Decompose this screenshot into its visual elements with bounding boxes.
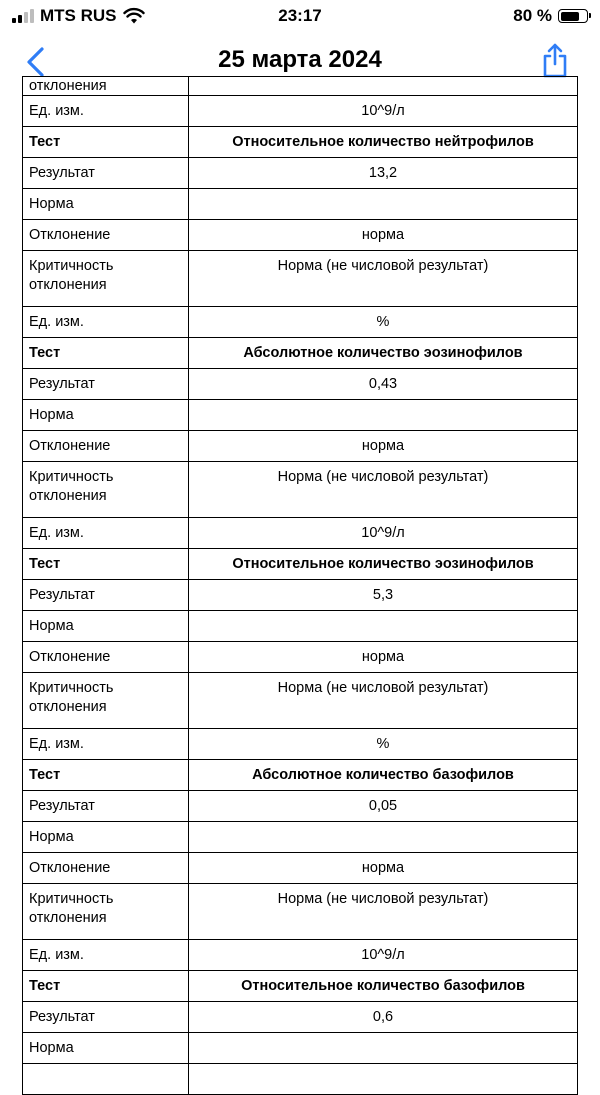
row-value: Норма (не числовой результат)	[189, 251, 578, 307]
table-row	[23, 673, 578, 729]
row-label: Норма	[23, 400, 189, 431]
test-header-row	[23, 338, 578, 369]
row-label: Тест	[23, 760, 189, 791]
row-value: Норма (не числовой результат)	[189, 884, 578, 940]
row-label: Тест	[23, 127, 189, 158]
row-label: Результат	[23, 369, 189, 400]
page-title: 25 марта 2024	[218, 46, 382, 73]
row-label: Отклонение	[23, 853, 189, 884]
row-label	[23, 1064, 189, 1095]
row-label: Норма	[23, 1033, 189, 1064]
table-row	[23, 853, 578, 884]
row-value	[189, 400, 578, 431]
row-label: Критичность отклонения	[23, 251, 189, 307]
row-label: Ед. изм.	[23, 940, 189, 971]
row-label: Критичность отклонения	[23, 884, 189, 940]
table-row	[23, 96, 578, 127]
row-value: %	[189, 729, 578, 760]
row-label: Отклонение	[23, 220, 189, 251]
row-value	[189, 77, 578, 96]
row-label: Тест	[23, 971, 189, 1002]
table-row	[23, 1002, 578, 1033]
carrier-name: MTS RUS	[40, 6, 117, 25]
row-value: %	[189, 307, 578, 338]
row-value	[189, 189, 578, 220]
table-row-partial	[23, 77, 578, 96]
row-value: 10^9/л	[189, 518, 578, 549]
clock: 23:17	[278, 6, 322, 25]
row-label: Норма	[23, 611, 189, 642]
test-header-row	[23, 971, 578, 1002]
row-value: Относительное количество нейтрофилов	[189, 127, 578, 158]
row-label: Критичность отклонения	[23, 673, 189, 729]
row-value	[189, 1033, 578, 1064]
table-row	[23, 158, 578, 189]
table-row	[23, 642, 578, 673]
row-value: Абсолютное количество базофилов	[189, 760, 578, 791]
row-label: Ед. изм.	[23, 307, 189, 338]
row-label: Тест	[23, 338, 189, 369]
row-value: Норма (не числовой результат)	[189, 673, 578, 729]
table-row	[23, 791, 578, 822]
battery-info	[513, 6, 588, 26]
row-label: Ед. изм.	[23, 729, 189, 760]
row-value	[189, 611, 578, 642]
row-value: 13,2	[189, 158, 578, 189]
test-header-row	[23, 549, 578, 580]
row-label: Отклонение	[23, 642, 189, 673]
row-label: Норма	[23, 189, 189, 220]
battery-icon	[558, 9, 588, 23]
row-label: Результат	[23, 1002, 189, 1033]
row-value: 10^9/л	[189, 96, 578, 127]
table-row	[23, 220, 578, 251]
row-value: норма	[189, 642, 578, 673]
row-value: Относительное количество эозинофилов	[189, 549, 578, 580]
table-row	[23, 251, 578, 307]
row-label: Ед. изм.	[23, 96, 189, 127]
table-row	[23, 431, 578, 462]
row-value: Норма (не числовой результат)	[189, 462, 578, 518]
table-row	[23, 611, 578, 642]
table-row	[23, 400, 578, 431]
table-row	[23, 822, 578, 853]
test-header-row	[23, 127, 578, 158]
table-row	[23, 369, 578, 400]
results-table-container[interactable]	[22, 78, 578, 1066]
row-label: Результат	[23, 580, 189, 611]
table-row	[23, 462, 578, 518]
table-row	[23, 884, 578, 940]
row-value: 0,43	[189, 369, 578, 400]
table-row	[23, 189, 578, 220]
row-value: Абсолютное количество эозинофилов	[189, 338, 578, 369]
row-label: Отклонение	[23, 431, 189, 462]
table-row	[23, 307, 578, 338]
row-label: Результат	[23, 791, 189, 822]
row-value: норма	[189, 431, 578, 462]
table-row	[23, 1064, 578, 1095]
results-table	[22, 76, 578, 1095]
status-bar	[0, 0, 600, 34]
row-value: 0,05	[189, 791, 578, 822]
row-label: Критичность отклонения	[23, 462, 189, 518]
row-value	[189, 822, 578, 853]
row-label: Ед. изм.	[23, 518, 189, 549]
table-row	[23, 940, 578, 971]
row-label: отклонения	[23, 77, 189, 96]
test-header-row	[23, 760, 578, 791]
share-icon[interactable]	[540, 42, 570, 80]
table-row	[23, 518, 578, 549]
row-value: норма	[189, 853, 578, 884]
table-row	[23, 1033, 578, 1064]
battery-percent: 80 %	[513, 6, 552, 25]
row-value	[189, 1064, 578, 1095]
row-value: 10^9/л	[189, 940, 578, 971]
row-label: Результат	[23, 158, 189, 189]
row-value: 5,3	[189, 580, 578, 611]
row-value: норма	[189, 220, 578, 251]
table-row	[23, 580, 578, 611]
table-row	[23, 729, 578, 760]
row-label: Тест	[23, 549, 189, 580]
row-label: Норма	[23, 822, 189, 853]
row-value: 0,6	[189, 1002, 578, 1033]
row-value: Относительное количество базофилов	[189, 971, 578, 1002]
